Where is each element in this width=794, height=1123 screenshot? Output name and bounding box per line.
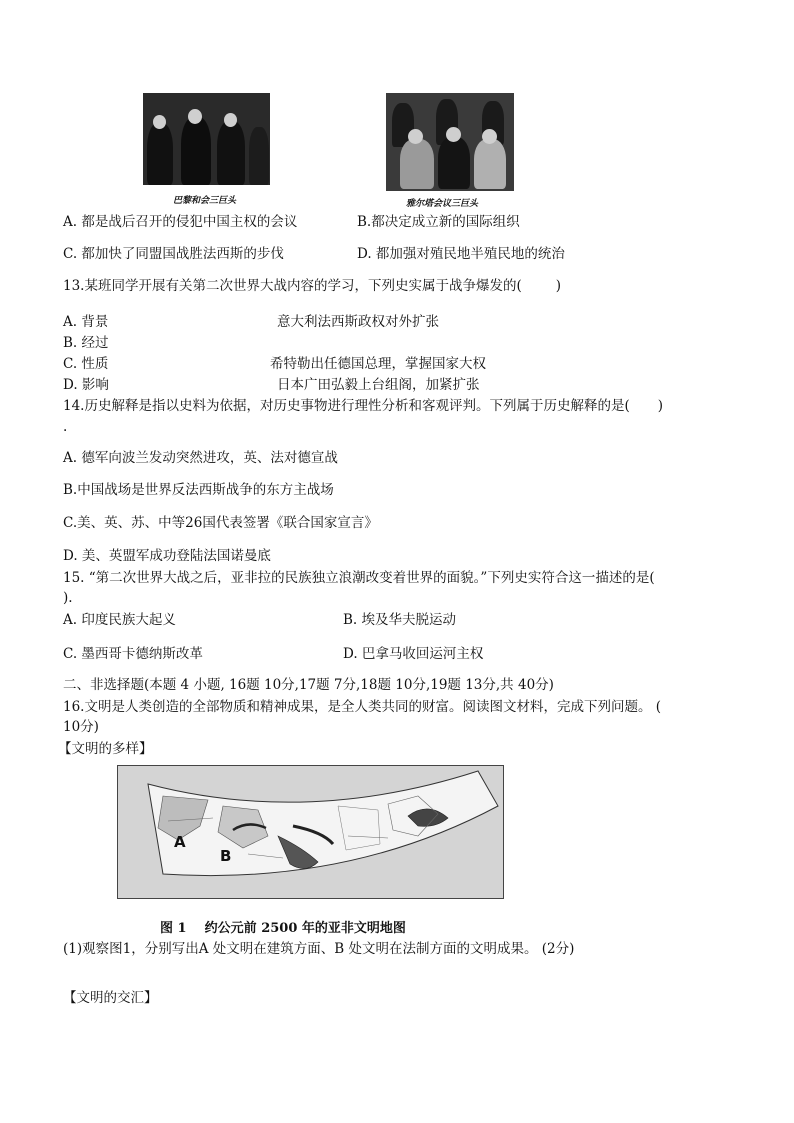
q13-row-d-label: D. 影响: [63, 377, 109, 393]
q13-stem-end: ): [555, 278, 562, 294]
q14-option-a: A. 德军向波兰发动突然进攻，英、法对德宣战: [63, 450, 338, 466]
q13-stem: [63, 277, 561, 295]
q14-stem-end: ): [657, 398, 664, 414]
photo2-caption: 雅尔塔会议三巨头: [406, 199, 479, 209]
photo1-caption: 巴黎和会三巨头: [173, 196, 237, 206]
photo-paris-peace-conference: [143, 93, 270, 185]
photo-yalta-conference: [386, 93, 514, 191]
q14-stem: [63, 397, 663, 415]
q12-option-d: D. 都加强对殖民地半殖民地的统治: [357, 246, 565, 262]
q12-option-c: C. 都加快了同盟国战胜法西斯的步伐: [63, 246, 284, 262]
q14-stem-text: 14.历史解释是指以史料为依据，对历史事物进行理性分析和客观评判。下列属于历史解释的是(: [63, 398, 630, 414]
q13-stem-text: 13.某班同学开展有关第二次世界大战内容的学习，下列史实属于战争爆发的(: [63, 278, 522, 294]
q15-option-d: D. 巴拿马收回运河主权: [343, 646, 484, 662]
q14-option-c: C.美、英、苏、中等26国代表签署《联合国家宣言》: [63, 515, 378, 531]
q15-option-a: A. 印度民族大起义: [63, 612, 176, 628]
q15-option-c: C. 墨西哥卡德纳斯改革: [63, 646, 203, 662]
q16-sub-title-exchange: 【文明的交汇】: [63, 990, 158, 1006]
q16-stem-line2: 10分): [63, 719, 99, 735]
map-label-a: A: [174, 833, 186, 851]
q14-option-d: D. 美、英盟军成功登陆法国诺曼底: [63, 548, 271, 564]
q15-stem: 15. “第二次世界大战之后，亚非拉的民族独立浪潮改变着世界的面貌。”下列史实符合这一描述的是(: [63, 570, 655, 586]
section2-heading: 二、非选择题(本题 4 小题, 16题 10分,17题 7分,18题 10分,19题 13分,共 40分): [63, 677, 554, 693]
q13-row-a-text: 意大利法西斯政权对外扩张: [277, 314, 439, 330]
q16-part1: (1)观察图1，分别写出A 处文明在建筑方面、B 处文明在法制方面的文明成果。 (2分): [63, 941, 575, 957]
map-svg: [118, 766, 503, 898]
q12-option-b: B.都决定成立新的国际组织: [357, 214, 520, 230]
q15-option-b: B. 埃及华夫脱运动: [343, 612, 457, 628]
q16-stem-line1: 16.文明是人类创造的全部物质和精神成果，是全人类共同的财富。阅读图文材料，完成下列问题。 (: [63, 699, 662, 715]
asia-africa-civilization-map: [117, 765, 504, 899]
q12-option-a: A. 都是战后召开的侵犯中国主权的会议: [63, 214, 298, 230]
q16-sub-title-diversity: 【文明的多样】: [58, 741, 153, 757]
q13-row-a-label: A. 背景: [63, 314, 109, 330]
figure-caption: 图 1 约公元前 2500 年的亚非文明地图: [160, 921, 406, 936]
q14-stem-dot: .: [63, 419, 68, 435]
q13-row-d-text: 日本广田弘毅上台组阁，加紧扩张: [277, 377, 480, 393]
map-label-b: B: [220, 847, 232, 865]
q13-row-c-text: 希特勒出任德国总理，掌握国家大权: [270, 356, 486, 372]
q14-option-b: B.中国战场是世界反法西斯战争的东方主战场: [63, 482, 334, 498]
q13-row-b-label: B. 经过: [63, 335, 109, 351]
q13-row-c-label: C. 性质: [63, 356, 109, 372]
q15-stem-end: ).: [63, 590, 73, 606]
